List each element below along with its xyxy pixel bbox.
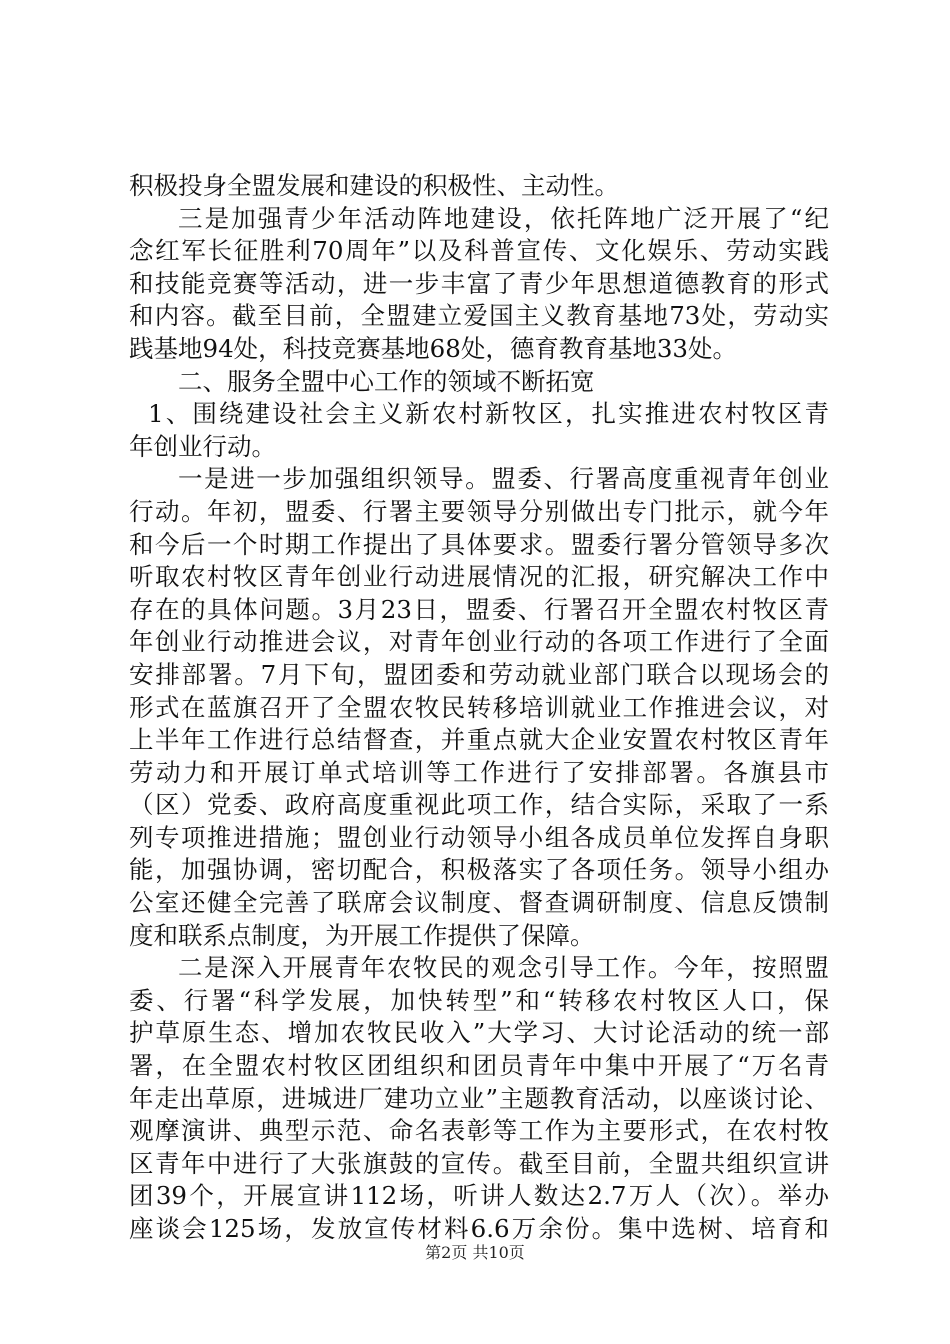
text-line: 观摩演讲、典型示范、命名表彰等工作为主要形式，在农村牧 xyxy=(129,1116,829,1146)
text-line: （区）党委、政府高度重视此项工作，结合实际，采取了一系 xyxy=(129,790,829,820)
text-line: 存在的具体问题。3月23日，盟委、行署召开全盟农村牧区青 xyxy=(129,594,829,624)
text-line: 列专项推进措施；盟创业行动领导小组各成员单位发挥自身职 xyxy=(129,822,829,852)
text-line: 委、行署“科学发展，加快转型”和“转移农村牧区人口，保 xyxy=(129,985,829,1015)
text-line: 护草原生态、增加农牧民收入”大学习、大讨论活动的统一部 xyxy=(129,1018,829,1048)
text-line: 公室还健全完善了联席会议制度、督查调研制度、信息反馈制 xyxy=(129,888,829,918)
text-line: 行动。年初，盟委、行署主要领导分别做出专门批示，就今年 xyxy=(129,496,829,526)
text-line: 年创业行动推进会议，对青年创业行动的各项工作进行了全面 xyxy=(129,627,829,657)
text-line: 团39个，开展宣讲112场，听讲人数达2.7万人（次）。举办 xyxy=(129,1181,829,1211)
text-line: 践基地94处，科技竞赛基地68处，德育教育基地33处。 xyxy=(129,333,738,363)
text-line: 署，在全盟农村牧区团组织和团员青年中集中开展了“万名青 xyxy=(129,1051,829,1081)
text-line: 积极投身全盟发展和建设的积极性、主动性。 xyxy=(129,171,619,200)
text-line: 能，加强协调，密切配合，积极落实了各项任务。领导小组办 xyxy=(129,855,829,885)
text-line: 劳动力和开展订单式培训等工作进行了安排部署。各旗县市 xyxy=(129,757,829,787)
text-line: 1、围绕建设社会主义新农村新牧区，扎实推进农村牧区青 xyxy=(148,399,829,429)
text-line: 度和联系点制度，为开展工作提供了保障。 xyxy=(129,920,595,950)
text-line: 座谈会125场，发放宣传材料6.6万余份。集中选树、培育和 xyxy=(129,1214,829,1243)
text-line: 年走出草原，进城进厂建功立业”主题教育活动，以座谈讨论、 xyxy=(129,1083,829,1113)
page-number: 第2页 共10页 xyxy=(425,1243,525,1262)
text-line: 和内容。截至目前，全盟建立爱国主义教育基地73处，劳动实 xyxy=(129,301,829,331)
document-body xyxy=(129,170,829,1246)
text-line: 二是深入开展青年农牧民的观念引导工作。今年，按照盟 xyxy=(178,953,829,983)
text-line: 和今后一个时期工作提出了具体要求。盟委行署分管领导多次 xyxy=(129,529,829,559)
text-line: 区青年中进行了大张旗鼓的宣传。截至目前，全盟共组织宣讲 xyxy=(129,1148,829,1178)
text-line: 安排部署。7月下旬，盟团委和劳动就业部门联合以现场会的 xyxy=(129,659,829,689)
text-line: 听取农村牧区青年创业行动进展情况的汇报，研究解决工作中 xyxy=(129,562,829,592)
text-line: 形式在蓝旗召开了全盟农牧民转移培训就业工作推进会议，对 xyxy=(129,692,829,722)
text-line: 三是加强青少年活动阵地建设，依托阵地广泛开展了“纪 xyxy=(178,203,829,233)
section-heading: 二、服务全盟中心工作的领域不断拓宽 xyxy=(178,366,595,396)
text-line: 念红军长征胜利70周年”以及科普宣传、文化娱乐、劳动实践 xyxy=(129,236,829,266)
text-line: 年创业行动。 xyxy=(129,431,276,461)
text-line: 和技能竞赛等活动，进一步丰富了青少年思想道德教育的形式 xyxy=(129,268,829,298)
text-line: 上半年工作进行总结督查，并重点就大企业安置农村牧区青年 xyxy=(129,725,829,755)
text-line: 一是进一步加强组织领导。盟委、行署高度重视青年创业 xyxy=(178,464,829,494)
